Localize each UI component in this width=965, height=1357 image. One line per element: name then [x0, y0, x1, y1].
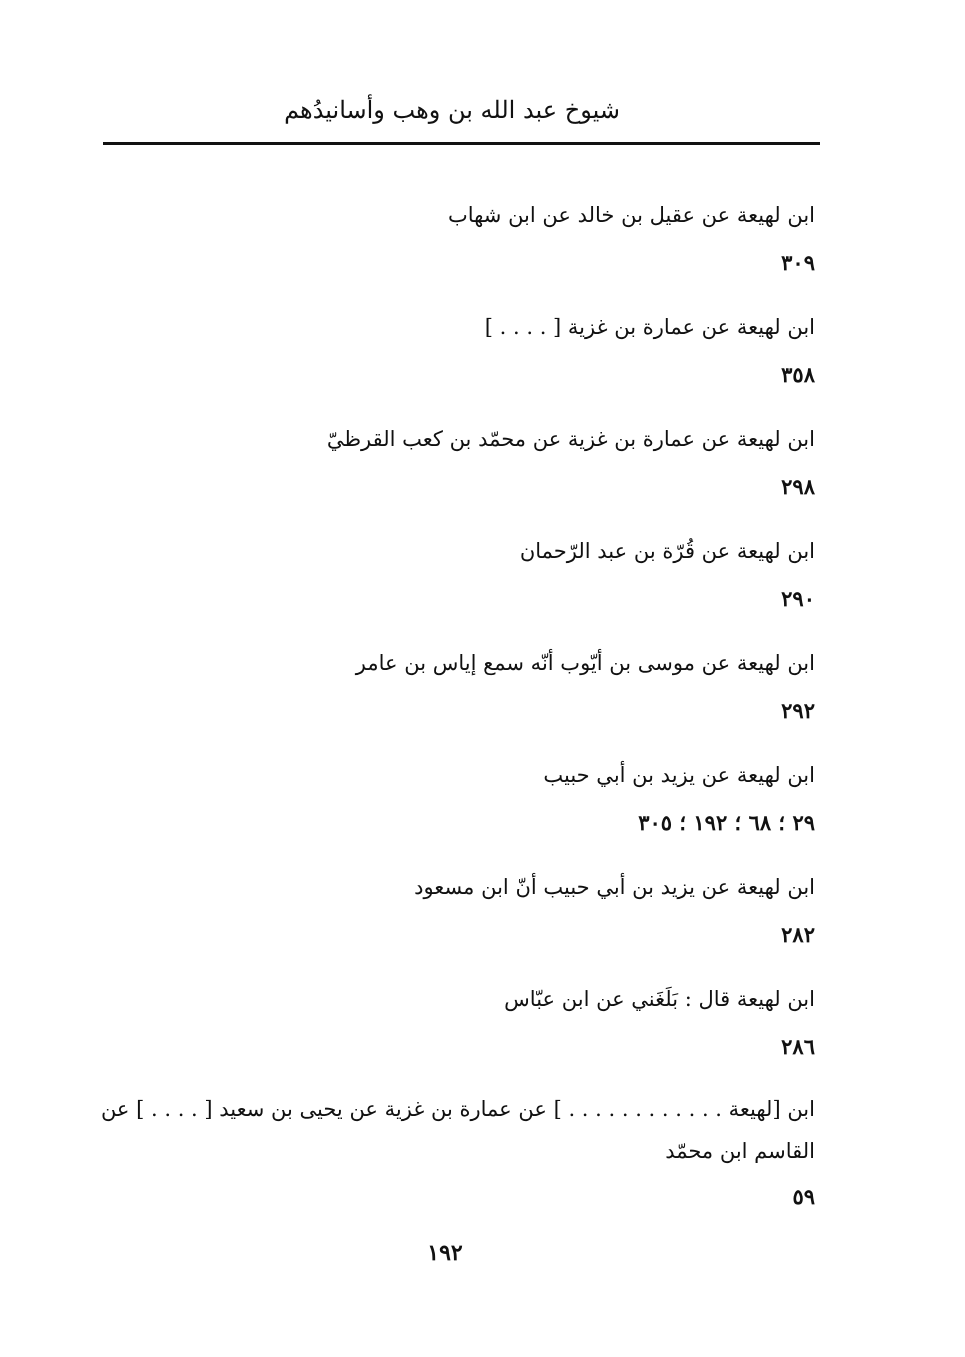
- isnad-chain: ابن لهيعة عن موسى بن أيّوب أنّه سمع إياس بن عامر: [355, 651, 815, 675]
- running-title: شيوخ عبد الله بن وهب وأسانيدُهم: [284, 96, 620, 124]
- isnad-entry: [80, 416, 815, 502]
- isnad-chain: ابن لهيعة عن يزيد بن أبي حبيب أنّ ابن مسعود: [414, 875, 815, 899]
- isnad-entry: [80, 1088, 815, 1212]
- isnad-entry: [80, 640, 815, 726]
- isnad-list: [80, 192, 815, 1238]
- isnad-references: ٢٩٢: [781, 698, 815, 723]
- isnad-chain: ابن لهيعة قال : بَلَغَني عن ابن عبّاس: [504, 987, 815, 1011]
- isnad-references: ٣٠٩: [781, 250, 815, 275]
- isnad-chain: ابن لهيعة عن يزيد بن أبي حبيب: [543, 763, 815, 787]
- isnad-entry: [80, 752, 815, 838]
- page-number: ١٩٢: [427, 1240, 463, 1266]
- isnad-references: ٢٨٦: [781, 1034, 815, 1059]
- isnad-entry: [80, 864, 815, 950]
- isnad-references: ٢٩ ؛ ٦٨ ؛ ١٩٢ ؛ ٣٠٥: [638, 810, 815, 835]
- isnad-chain: ابن لهيعة عن عقيل بن خالد عن ابن شهاب: [447, 203, 815, 227]
- isnad-entry: [80, 976, 815, 1062]
- isnad-references: ٢٩٨: [781, 474, 815, 499]
- isnad-chain: ابن لهيعة عن عمارة بن غزية [ . . . . ]: [484, 315, 815, 339]
- isnad-references: ٢٨٢: [781, 922, 815, 947]
- isnad-entry: [80, 304, 815, 390]
- isnad-chain: ابن لهيعة عن عمارة بن غزية عن محمّد بن كعب القرظيّ: [326, 427, 815, 451]
- isnad-references: ٣٥٨: [781, 362, 815, 387]
- isnad-entry: [80, 528, 815, 614]
- header-rule: [103, 142, 820, 145]
- isnad-entry: [80, 192, 815, 278]
- isnad-chain: ابن لهيعة عن قُرّة بن عبد الرّحمان: [519, 539, 815, 563]
- isnad-chain: ابن [لهيعة . . . . . . . . . . . . ] عن عمارة بن غزية عن يحيى بن سعيد [ . . . . ] عن القاسم ابن محمّد: [100, 1097, 815, 1163]
- isnad-references: ٥٩: [792, 1184, 815, 1209]
- isnad-references: ٢٩٠: [781, 586, 815, 611]
